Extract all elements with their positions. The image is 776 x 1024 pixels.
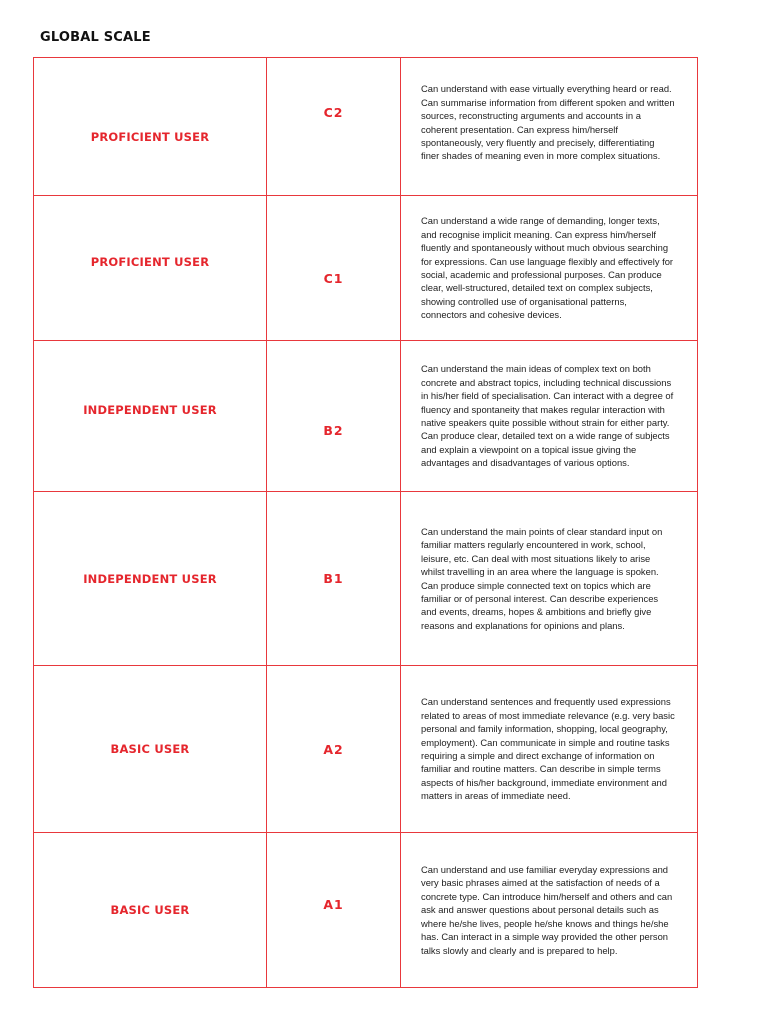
level-cell — [34, 833, 267, 988]
code-cell — [267, 341, 401, 492]
level-code: A1 — [323, 896, 344, 912]
description-cell — [401, 833, 698, 988]
code-cell — [267, 833, 401, 988]
level-label: BASIC USER — [110, 742, 190, 756]
level-cell — [34, 341, 267, 492]
level-code: B2 — [323, 422, 344, 438]
table-row-b1 — [34, 492, 698, 666]
page-title: GLOBAL SCALE — [40, 30, 151, 45]
level-code: B1 — [323, 571, 344, 586]
code-cell — [267, 196, 401, 341]
description-cell — [401, 666, 698, 833]
table-row-b2 — [34, 341, 698, 492]
table-row-a2 — [34, 666, 698, 833]
level-description: Can understand the main points of clear standard input on familiar matters regularly encountered in work, school, leisure, etc. Can deal with most situations likely to arise whilst travelling in an area where the language is spoken. Can produce simple connected text on topics which are familiar or of personal interest. Can describe experiences and events, dreams, hopes & ambitions and briefly give reasons and explanations for opinions and plans. — [421, 525, 663, 631]
level-label: INDEPENDENT USER — [83, 403, 217, 417]
table-row-a1 — [34, 833, 698, 988]
code-cell — [267, 58, 401, 196]
level-description: Can understand and use familiar everyday expressions and very basic phrases aimed at the satisfaction of needs of a concrete type. Can introduce him/herself and others and can ask and answer questions about personal details such as where he/she lives, people he/she knows and things he/she has. Can interact in a simple way provided the other person talks slowly and clearly and is prepared to help. — [421, 864, 673, 956]
level-description: Can understand the main ideas of complex text on both concrete and abstract topics, including technical discussions in his/her field of specialisation. Can interact with a degree of fluency and spontaneity that makes regular interaction with native speakers quite possible without strain for either party. Can produce clear, detailed text on a wide range of subjects and explain a viewpoint on a topical issue giving the advantages and disadvantages of various options. — [421, 363, 674, 469]
level-label: PROFICIENT USER — [90, 255, 210, 269]
level-cell — [34, 492, 267, 666]
code-cell — [267, 492, 401, 666]
global-scale-table — [33, 57, 698, 988]
table-row-c1 — [34, 196, 698, 341]
level-code: A2 — [323, 741, 344, 757]
level-cell — [34, 196, 267, 341]
description-cell — [401, 341, 698, 492]
level-label: INDEPENDENT USER — [83, 571, 217, 586]
table-row-c2 — [34, 58, 698, 196]
level-description: Can understand a wide range of demanding, longer texts, and recognise implicit meaning. Can express him/herself fluently and spontaneously without much obvious searching for expressions. Can use language flexibly and effectively for social, academic and professional purposes. Can produce clear, well-structured, detailed text on complex subjects, showing controlled use of organisational patterns, connectors and cohesive devices. — [421, 215, 674, 321]
level-cell — [34, 666, 267, 833]
code-cell — [267, 666, 401, 833]
level-code: C2 — [323, 105, 344, 120]
level-code: C1 — [323, 270, 344, 286]
level-label: PROFICIENT USER — [90, 129, 210, 144]
description-cell — [401, 58, 698, 196]
level-cell — [34, 58, 267, 196]
description-cell — [401, 492, 698, 666]
level-label: BASIC USER — [110, 903, 190, 917]
description-cell — [401, 196, 698, 341]
level-description: Can understand with ease virtually everything heard or read. Can summarise information from different spoken and written sources, reconstructing arguments and accounts in a coherent presentation. Can express him/herself spontaneously, very fluently and precisely, differentiating finer shades of meaning even in more complex situations. — [421, 83, 675, 162]
level-description: Can understand sentences and frequently used expressions related to areas of most immediate relevance (e.g. very basic personal and family information, shopping, local geography, employment). Can communicate in simple and routine tasks requiring a simple and direct exchange of information on familiar and routine matters. Can describe in simple terms aspects of his/her background, immediate environment and matters in areas of immediate need. — [421, 696, 675, 802]
